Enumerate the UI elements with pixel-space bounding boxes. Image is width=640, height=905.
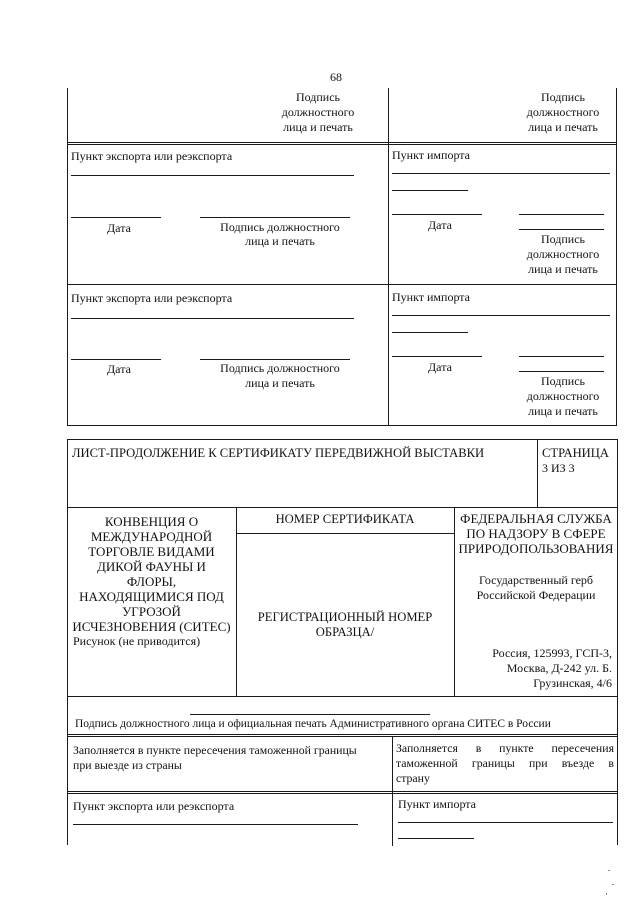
scan-mark [612, 884, 614, 885]
date-label: Дата [428, 218, 452, 232]
border-line [67, 88, 68, 144]
border-line [67, 439, 618, 440]
fill-line [200, 359, 350, 360]
fill-line [71, 318, 354, 319]
date-label: Дата [107, 362, 131, 376]
border-line [67, 734, 618, 735]
signature-label: лица и печать [528, 404, 598, 418]
signature-label: Подпись должностного [220, 361, 340, 375]
address-line: Россия, 125993, ГСП-3, [492, 646, 612, 660]
specimen-reg-label: РЕГИСТРАЦИОННЫЙ НОМЕР [257, 610, 433, 624]
convention-line: ТОРГОВЛЕ ВИДАМИ [88, 544, 215, 559]
agency-line: ПО НАДЗОРУ В СФЕРЕ [466, 526, 606, 541]
signature-label: Подпись [295, 90, 341, 104]
border-line [67, 507, 618, 508]
fill-line [71, 175, 354, 176]
signature-label: лица и печать [245, 376, 315, 390]
address-line: Грузинская, 4/6 [533, 676, 612, 690]
agency-line: ПРИРОДОПОЛЬЗОВАНИЯ [458, 541, 614, 556]
entry-note: Заполняется в пункте пересечения [396, 741, 614, 755]
border-line [616, 88, 617, 144]
border-line [67, 793, 618, 794]
border-line [454, 507, 455, 696]
fill-line [519, 229, 604, 230]
border-line [616, 144, 617, 284]
fill-line [392, 332, 468, 333]
date-label: Дата [107, 221, 131, 235]
fill-line [519, 214, 604, 215]
export-point-label: Пункт экспорта или реэкспорта [71, 291, 233, 305]
convention-line: ФЛОРЫ, [126, 574, 177, 589]
signature-label: Подпись [540, 232, 586, 246]
fill-line [73, 824, 358, 825]
border-line [617, 439, 618, 845]
signature-label: должностного [281, 105, 355, 119]
convention-line: МЕЖДУНАРОДНОЙ [90, 529, 213, 544]
page-label: СТРАНИЦА [542, 446, 609, 460]
entry-note: таможенной границы при въезде в [396, 756, 614, 770]
date-label: Дата [428, 360, 452, 374]
page-number: 68 [330, 70, 342, 84]
border-line [236, 507, 237, 696]
convention-line: КОНВЕНЦИЯ О [104, 514, 199, 529]
convention-line: ДИКОЙ ФАУНЫ И [97, 559, 206, 574]
border-line [388, 144, 389, 284]
convention-line: УГРОЗОЙ [122, 604, 181, 619]
border-line [388, 285, 389, 425]
border-line [67, 696, 618, 697]
figure-note: Рисунок (не приводится) [73, 634, 201, 648]
fill-line [190, 714, 430, 715]
import-point-label: Пункт импорта [398, 797, 476, 811]
signature-label: лица и печать [245, 234, 315, 248]
signature-label: лица и печать [528, 120, 598, 134]
page-count: 3 ИЗ 3 [542, 461, 575, 475]
continuation-title: ЛИСТ-ПРОДОЛЖЕНИЕ К СЕРТИФИКАТУ ПЕРЕДВИЖНОЙ ВЫСТАВКИ [72, 446, 485, 460]
border-line [67, 142, 617, 143]
scan-mark [606, 893, 607, 895]
fill-line [392, 356, 482, 357]
entry-note: страну [396, 771, 430, 785]
fill-line [71, 217, 161, 218]
fill-line [200, 217, 350, 218]
border-line [67, 736, 618, 737]
scan-mark [608, 870, 610, 871]
border-line [67, 285, 68, 425]
export-point-label: Пункт экспорта или реэкспорта [73, 799, 235, 813]
convention-line: НАХОДЯЩИМИСЯ ПОД [79, 589, 224, 604]
signature-label: должностного [526, 105, 600, 119]
border-line [616, 285, 617, 425]
signature-label: лица и печать [528, 262, 598, 276]
border-line [67, 144, 68, 284]
signature-label: Подпись [540, 90, 586, 104]
fill-line [519, 371, 604, 372]
border-line [67, 439, 68, 845]
export-point-label: Пункт экспорта или реэкспорта [71, 149, 233, 163]
import-point-label: Пункт импорта [392, 148, 470, 162]
import-point-label: Пункт импорта [392, 290, 470, 304]
fill-line [398, 838, 474, 839]
signature-label: лица и печать [283, 120, 353, 134]
fill-line [392, 214, 482, 215]
border-line [388, 88, 389, 144]
specimen-reg-label: ОБРАЗЦА/ [315, 625, 375, 639]
border-line [537, 439, 538, 507]
exit-note: Заполняется в пункте пересечения таможенной границы [73, 743, 357, 757]
fill-line [71, 359, 161, 360]
fill-line [392, 315, 610, 316]
border-line [67, 791, 618, 792]
certificate-number-label: НОМЕР СЕРТИФИКАТА [275, 512, 415, 526]
signature-label: должностного [526, 389, 600, 403]
convention-line: ИСЧЕЗНОВЕНИЯ (СИТЕС) [72, 619, 231, 634]
coat-of-arms-label: Российской Федерации [476, 588, 596, 602]
address-line: Москва, Д-242 ул. Б. [506, 661, 612, 675]
exit-note: при выезде из страны [73, 758, 182, 772]
border-line [67, 144, 617, 145]
signature-label: Подпись [540, 374, 586, 388]
border-line [236, 533, 454, 534]
fill-line [392, 173, 610, 174]
signature-label: Подпись должностного [220, 220, 340, 234]
agency-line: ФЕДЕРАЛЬНАЯ СЛУЖБА [460, 511, 612, 526]
fill-line [392, 190, 468, 191]
border-line [67, 284, 617, 285]
cites-signature-label: Подпись должностного лица и официальная печать Административного органа СИТЕС в России [75, 718, 551, 730]
fill-line [398, 822, 613, 823]
coat-of-arms-label: Государственный герб [478, 573, 594, 587]
signature-label: должностного [526, 247, 600, 261]
border-line [67, 425, 617, 426]
fill-line [519, 356, 604, 357]
